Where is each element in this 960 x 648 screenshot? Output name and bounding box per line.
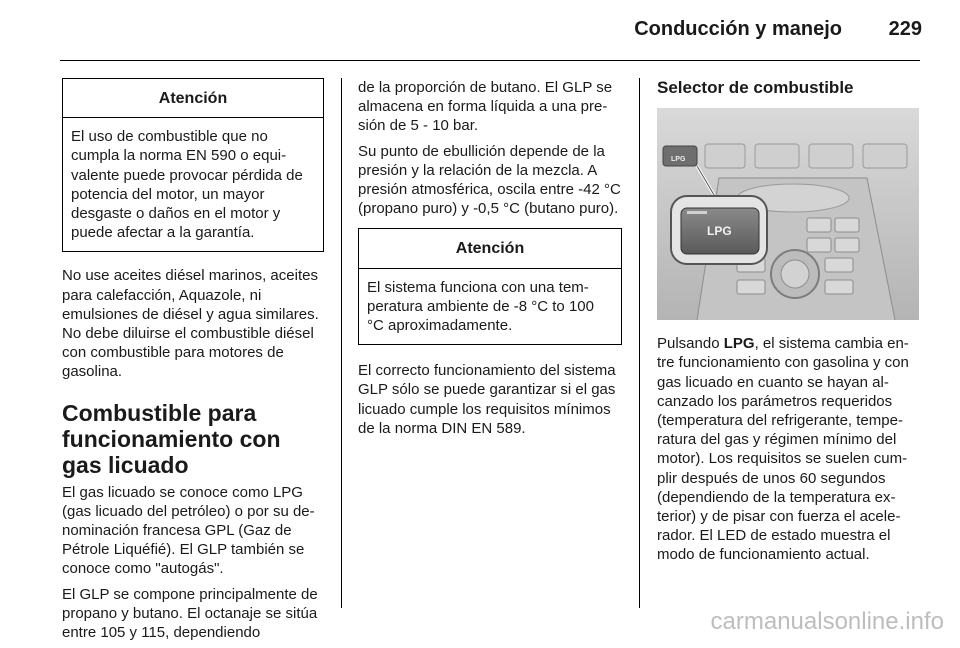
- paragraph: Su punto de ebullición depende de la presión y la relación de la mezcla. A presión atmosférica, oscila entre -42 °C (propano puro) y -0,5 °C (butano puro).: [358, 142, 621, 218]
- paragraph: [657, 334, 920, 564]
- text-run: , el sistema cambia entre funcionamiento con gasolina y con gas licuado en cuanto se hayan alcanzado los parámetros requeridos (temperatura del refrigerante, temperatura del gas y régimen mínimo del motor). Los requisitos se suelen cumplir después de unos 60 segundos (dependiendo de la temperatura exterior) y de pisar con fuerza el acelerador. El LED de estado muestra el modo de funcionamiento actual.: [657, 335, 909, 564]
- lpg-label-small: LPG: [671, 156, 686, 164]
- header-rule: [60, 60, 920, 61]
- section-heading: Selector de combustible: [657, 78, 854, 97]
- lpg-button-figure: [657, 108, 919, 320]
- text-run: Pulsando: [657, 335, 724, 353]
- page-header: [0, 0, 960, 60]
- paragraph: El GLP se compone principalmente de propano y butano. El octanaje se sitúa entre 105 y 115, dependiendo: [62, 585, 318, 642]
- paragraph: El correcto funcionamiento del sistema GLP sólo se puede garantizar si el gas licuado cumple los requisitos mínimos de la norma DIN EN 589.: [358, 362, 616, 437]
- watermark: carmanualsonline.info: [710, 608, 944, 635]
- section-heading: Combustible para funcionamiento con gas licuado: [62, 399, 281, 478]
- attention-title: Atención: [63, 79, 323, 118]
- paragraph: El gas licuado se conoce como LPG (gas licuado del petróleo) o por su denominación francesa GPL (Gaz de Pétrole Liquéfié). El GLP también se conoce como "autogás".: [62, 483, 315, 578]
- lpg-label-large: LPG: [707, 224, 732, 239]
- center-console-illustration: [657, 108, 919, 320]
- page-number: 229: [888, 18, 922, 40]
- paragraph: No use aceites diésel marinos, aceites para calefacción, Aquazole, ni emulsiones de diésel y agua similares. No debe diluirse el combustible diésel con combustible para motores de gasolina.: [62, 267, 319, 381]
- column-2: [358, 78, 622, 444]
- section-title: Conducción y manejo: [634, 18, 842, 40]
- lpg-keyword: LPG: [723, 335, 755, 353]
- column-divider: [341, 78, 342, 608]
- column-1: [62, 78, 324, 648]
- attention-box: [358, 228, 622, 345]
- paragraph: de la proporción de butano. El GLP se almacena en forma líquida a una presión de 5 - 10 bar.: [358, 79, 613, 135]
- attention-box: [62, 78, 324, 252]
- column-divider: [639, 78, 640, 608]
- attention-text: El uso de combustible que no cumpla la norma EN 590 o equivalente puede provocar pérdida de potencia del motor, un mayor desgaste o daños en el motor y puede afectar a la garantía.: [71, 128, 303, 242]
- attention-title: Atención: [359, 229, 621, 268]
- attention-text: El sistema funciona con una temperatura ambiente de -8 °C to 100 °C aproximadamente.: [367, 278, 594, 335]
- column-3: [657, 78, 920, 571]
